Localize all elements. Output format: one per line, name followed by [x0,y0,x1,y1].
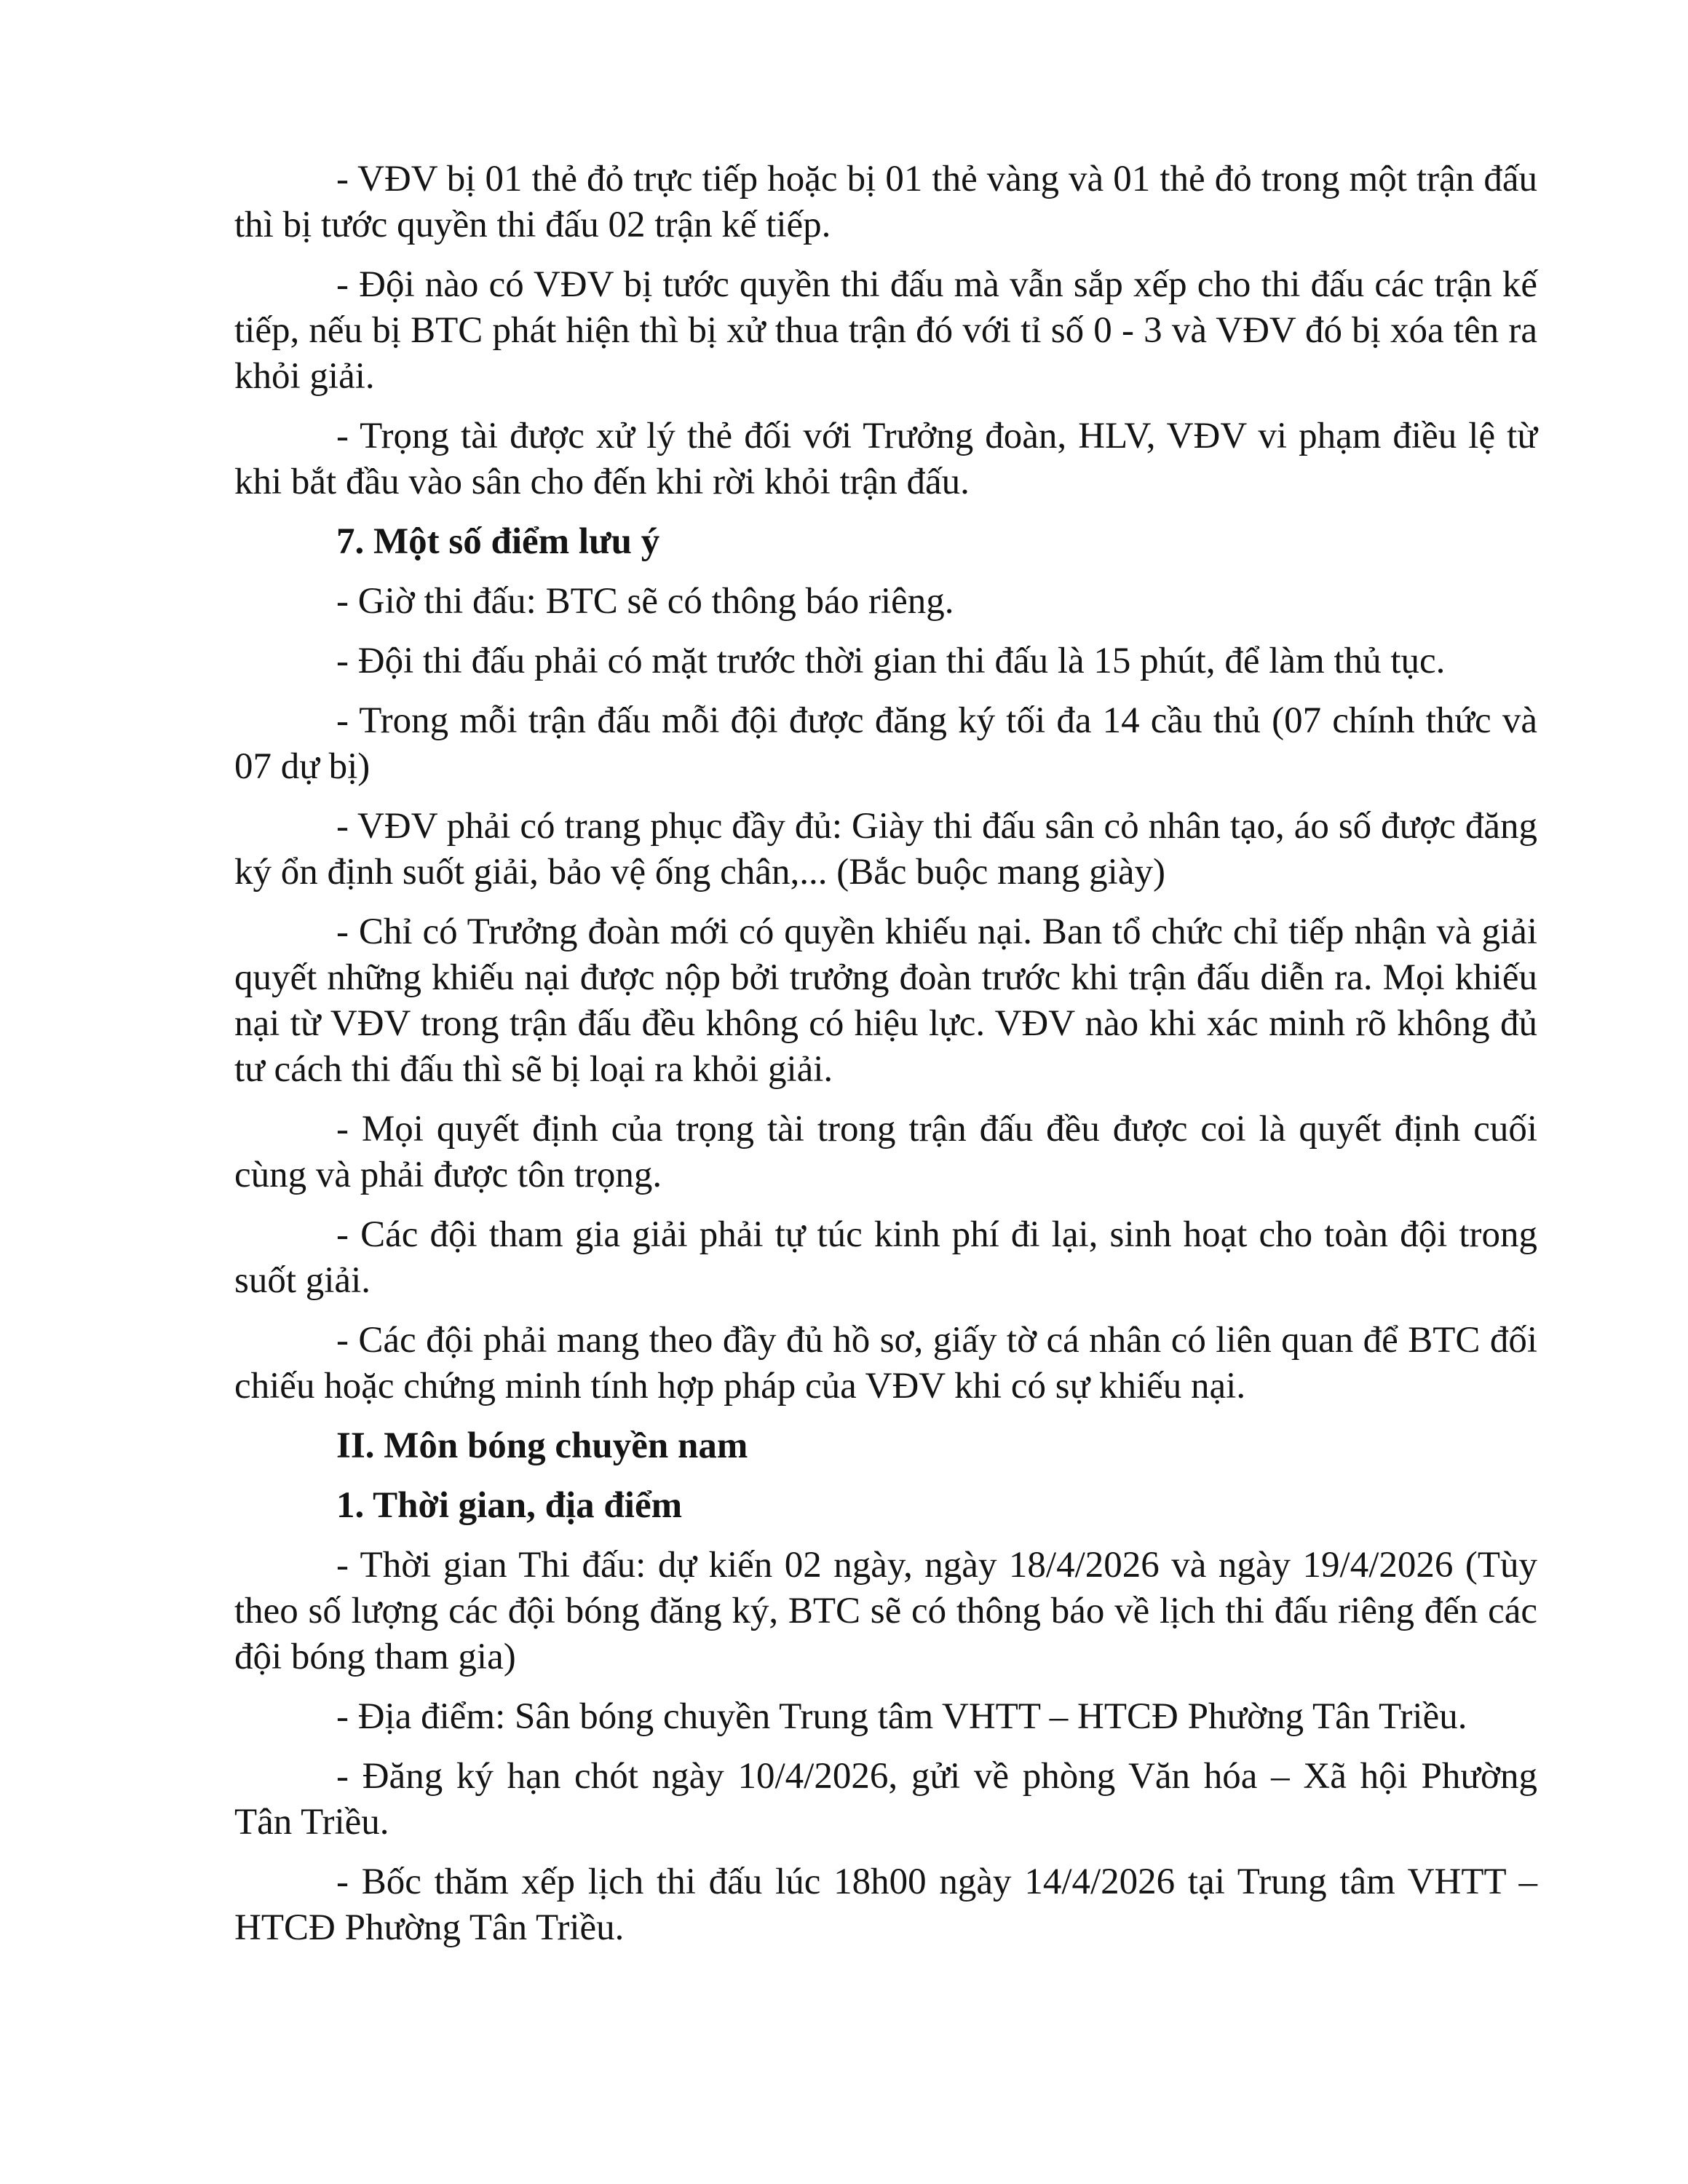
section-heading: II. Môn bóng chuyền nam [336,1425,748,1466]
paragraph: - Trọng tài được xử lý thẻ đối với Trưởng đoàn, HLV, VĐV vi phạm điều lệ từ khi bắt đầu vào sân cho đến khi rời khỏi trận đấu. [234,416,1537,502]
section-heading: 1. Thời gian, địa điểm [336,1485,683,1526]
paragraph: - Mọi quyết định của trọng tài trong trận đấu đều được coi là quyết định cuối cùng và phải được tôn trọng. [234,1109,1537,1195]
paragraph: - VĐV bị 01 thẻ đỏ trực tiếp hoặc bị 01 thẻ vàng và 01 thẻ đỏ trong một trận đấu thì bị tước quyền thi đấu 02 trận kế tiếp. [234,159,1537,245]
paragraph: - Bốc thăm xếp lịch thi đấu lúc 18h00 ngày 14/4/2026 tại Trung tâm VHTT – HTCĐ Phường Tân Triều. [234,1861,1537,1948]
paragraph: - Chỉ có Trưởng đoàn mới có quyền khiếu nại. Ban tổ chức chỉ tiếp nhận và giải quyết những khiếu nại được nộp bởi trưởng đoàn trước khi trận đấu diễn ra. Mọi khiếu nại từ VĐV trong trận đấu đều không có hiệu lực. VĐV nào khi xác minh rõ không đủ tư cách thi đấu thì sẽ bị loại ra khỏi giải. [234,911,1537,1090]
paragraph: - Giờ thi đấu: BTC sẽ có thông báo riêng. [336,581,954,622]
paragraph: - Đội thi đấu phải có mặt trước thời gian thi đấu là 15 phút, để làm thủ tục. [336,641,1446,681]
paragraph: - VĐV phải có trang phục đầy đủ: Giày thi đấu sân cỏ nhân tạo, áo số được đăng ký ổn định suốt giải, bảo vệ ống chân,... (Bắc buộc mang giày) [234,806,1537,893]
paragraph: - Trong mỗi trận đấu mỗi đội được đăng ký tối đa 14 cầu thủ (07 chính thức và 07 dự bị) [234,700,1537,787]
paragraph: - Đăng ký hạn chót ngày 10/4/2026, gửi về phòng Văn hóa – Xã hội Phường Tân Triều. [234,1756,1537,1843]
paragraph: - Các đội phải mang theo đầy đủ hồ sơ, giấy tờ cá nhân có liên quan để BTC đối chiếu hoặc chứng minh tính hợp pháp của VĐV khi có sự khiếu nại. [234,1320,1537,1406]
document-body [234,157,1537,1951]
section-heading: 7. Một số điểm lưu ý [336,521,660,562]
paragraph: - Các đội tham gia giải phải tự túc kinh phí đi lại, sinh hoạt cho toàn đội trong suốt giải. [234,1214,1537,1301]
paragraph: - Thời gian Thi đấu: dự kiến 02 ngày, ngày 18/4/2026 và ngày 19/4/2026 (Tùy theo số lượng các đội bóng đăng ký, BTC sẽ có thông báo về lịch thi đấu riêng đến các đội bóng tham gia) [234,1545,1537,1677]
paragraph: - Đội nào có VĐV bị tước quyền thi đấu mà vẫn sắp xếp cho thi đấu các trận kế tiếp, nếu bị BTC phát hiện thì bị xử thua trận đó với tỉ số 0 - 3 và VĐV đó bị xóa tên ra khỏi giải. [234,264,1537,397]
paragraph: - Địa điểm: Sân bóng chuyền Trung tâm VHTT – HTCĐ Phường Tân Triều. [336,1696,1467,1737]
